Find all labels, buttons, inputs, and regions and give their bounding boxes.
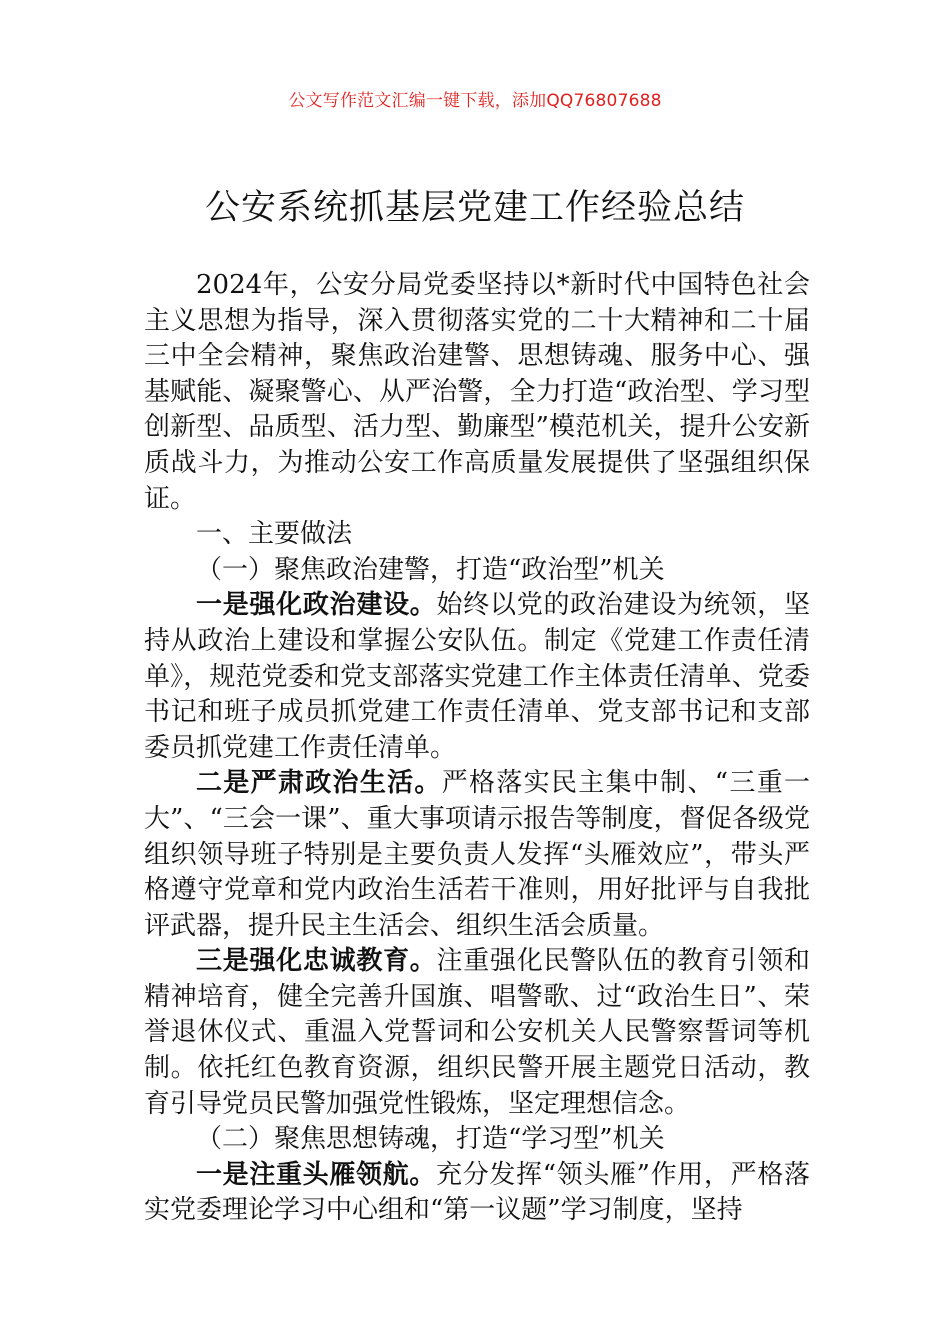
section-heading: 一、主要做法 <box>196 519 353 550</box>
item-text: 充分发挥“领头雁”作用，严格落实党委理论学习中心组和“第一议题”学习制度，坚持 <box>144 1159 810 1226</box>
item-text: 严格落实民主集中制、“三重一大”、“三会一课”、重大事项请示报告等制度，督促各级党组织领导班子特别是主要负责人发挥“头雁效应”，带头严格遵守党章和党内政治生活若干准则，用好批评与自我批评武器，提升民主生活会、组织生活会质量。 <box>144 768 810 941</box>
subsection-heading-1: （一）聚焦政治建警，打造“政治型”机关 <box>196 554 665 585</box>
document-body <box>144 268 810 1229</box>
download-banner[interactable]: 公文写作范文汇编一键下载，添加QQ76807688 <box>288 91 662 111</box>
item-text: 始终以党的政治建设为统领，坚持从政治上建设和掌握公安队伍。制定《党建工作责任清单》，规范党委和党支部落实党建工作主体责任清单、党委书记和班子成员抓党建工作责任清单、党支部书记和支部委员抓党建工作责任清单。 <box>144 590 810 763</box>
item-lead: 一是强化政治建设。 <box>196 590 437 621</box>
list-item <box>144 944 810 1122</box>
item-lead: 二是严肃政治生活。 <box>196 768 442 799</box>
list-item <box>144 766 810 944</box>
list-item <box>144 588 810 766</box>
subsection-heading-2: （二）聚焦思想铸魂，打造“学习型”机关 <box>196 1124 665 1155</box>
intro-paragraph: 2024年，公安分局党委坚持以*新时代中国特色社会主义思想为指导，深入贯彻落实党的二十大精神和二十届三中全会精神，聚焦政治建警、思想铸魂、服务中心、强基赋能、凝聚警心、从严治警，全力打造“政治型、学习型创新型、品质型、活力型、勤廉型”模范机关，提升公安新质战斗力，为推动公安工作高质量发展提供了坚强组织保证。 <box>144 270 810 514</box>
item-lead: 一是注重头雁领航。 <box>196 1159 437 1190</box>
list-item <box>144 1158 810 1229</box>
item-lead: 三是强化忠诚教育。 <box>196 946 437 977</box>
document-title: 公安系统抓基层党建工作经验总结 <box>204 188 745 228</box>
item-text: 注重强化民警队伍的教育引领和精神培育，健全完善升国旗、唱警歌、过“政治生日”、荣誉退休仪式、重温入党誓词和公安机关人民警察誓词等机制。依托红色教育资源，组织民警开展主题党日活动，教育引导党员民警加强党性锻炼，坚定理想信念。 <box>144 946 810 1119</box>
